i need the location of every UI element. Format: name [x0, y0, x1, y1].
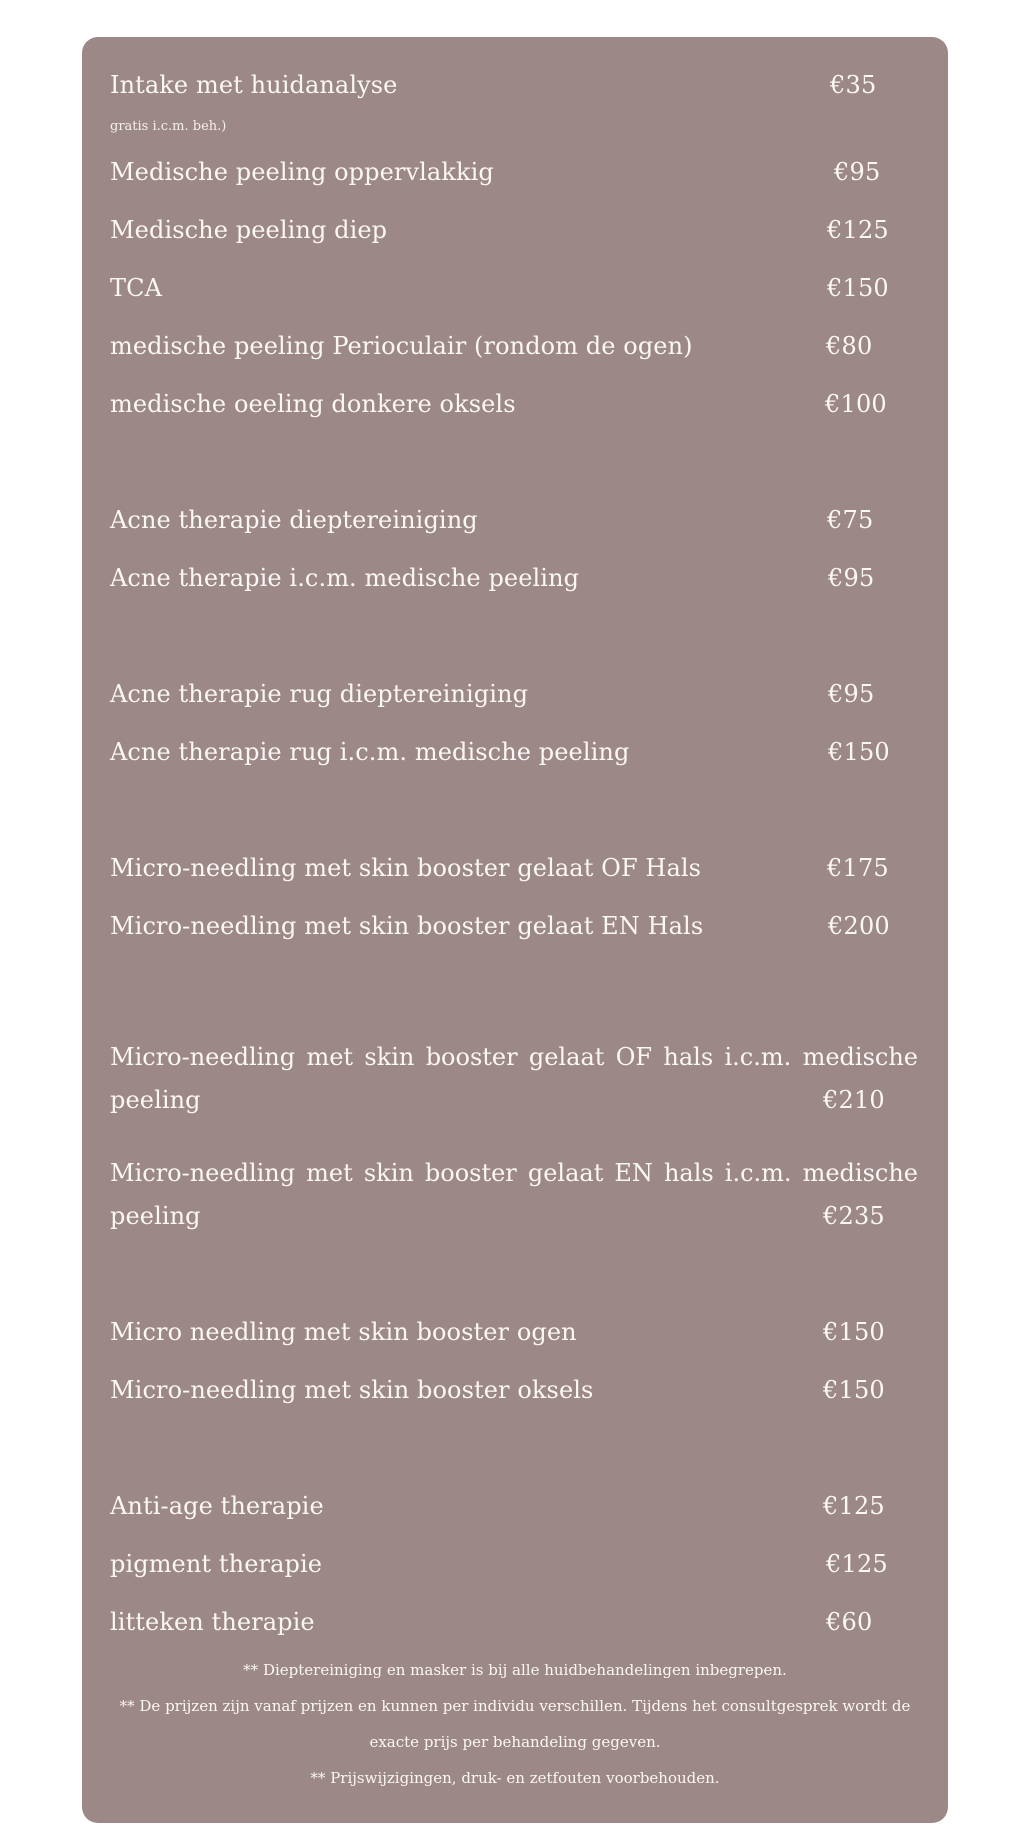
item-name: Anti-age therapie — [110, 1492, 324, 1520]
item-name: Micro needling met skin booster ogen — [110, 1318, 577, 1346]
item-price: €95 — [834, 158, 881, 186]
item-name: TCA — [110, 274, 163, 302]
item-name-continued: peeling — [110, 1202, 201, 1230]
intake-name: Intake met huidanalyse — [110, 71, 398, 99]
item-price: €175 — [827, 854, 889, 882]
item-name-wrapped: Micro-needling met skin booster gelaat EN hals i.c.m. medische — [110, 1159, 918, 1187]
item-price: €150 — [827, 274, 889, 302]
item-name: Acne therapie rug dieptereiniging — [110, 680, 529, 708]
item-name: medische oeeling donkere oksels — [110, 390, 516, 418]
intake-note: gratis i.c.m. beh.) — [110, 119, 227, 134]
footnote: ** De prijzen zijn vanaf prijzen en kunnen per individu verschillen. Tijdens het consultgesprek wordt de — [119, 1697, 911, 1715]
item-price: €125 — [827, 216, 889, 244]
item-name: Acne therapie dieptereiniging — [110, 506, 478, 534]
item-price: €210 — [823, 1086, 885, 1114]
item-price: €125 — [823, 1492, 885, 1520]
item-name: Micro-needling met skin booster oksels — [110, 1376, 594, 1404]
item-price: €150 — [823, 1376, 885, 1404]
item-price: €95 — [828, 564, 875, 592]
item-price: €100 — [825, 390, 887, 418]
item-price: €80 — [826, 332, 873, 360]
item-name: pigment therapie — [110, 1550, 323, 1578]
price-list-card — [82, 37, 948, 1823]
item-name: Acne therapie i.c.m. medische peeling — [110, 564, 580, 592]
item-price: €150 — [823, 1318, 885, 1346]
item-name: Medische peeling diep — [110, 216, 388, 244]
item-price: €200 — [828, 912, 890, 940]
intake-price: €35 — [830, 71, 877, 99]
item-name-continued: peeling — [110, 1086, 201, 1114]
item-name: litteken therapie — [110, 1608, 315, 1636]
footnote: ** Prijswijzigingen, druk- en zetfouten voorbehouden. — [310, 1769, 720, 1787]
item-name-wrapped: Micro-needling met skin booster gelaat OF hals i.c.m. medische — [110, 1043, 918, 1071]
footnote: ** Dieptereiniging en masker is bij alle huidbehandelingen inbegrepen. — [243, 1661, 787, 1679]
item-name: Micro-needling met skin booster gelaat EN Hals — [110, 912, 704, 940]
item-price: €60 — [826, 1608, 873, 1636]
item-name: Medische peeling oppervlakkig — [110, 158, 494, 186]
item-price: €125 — [826, 1550, 888, 1578]
item-name: Acne therapie rug i.c.m. medische peeling — [110, 738, 630, 766]
footnote: exacte prijs per behandeling gegeven. — [369, 1733, 661, 1751]
item-price: €95 — [828, 680, 875, 708]
item-price: €235 — [823, 1202, 885, 1230]
item-price: €150 — [828, 738, 890, 766]
item-name: Micro-needling met skin booster gelaat OF Hals — [110, 854, 702, 882]
item-name: medische peeling Perioculair (rondom de ogen) — [110, 332, 693, 360]
item-price: €75 — [827, 506, 874, 534]
